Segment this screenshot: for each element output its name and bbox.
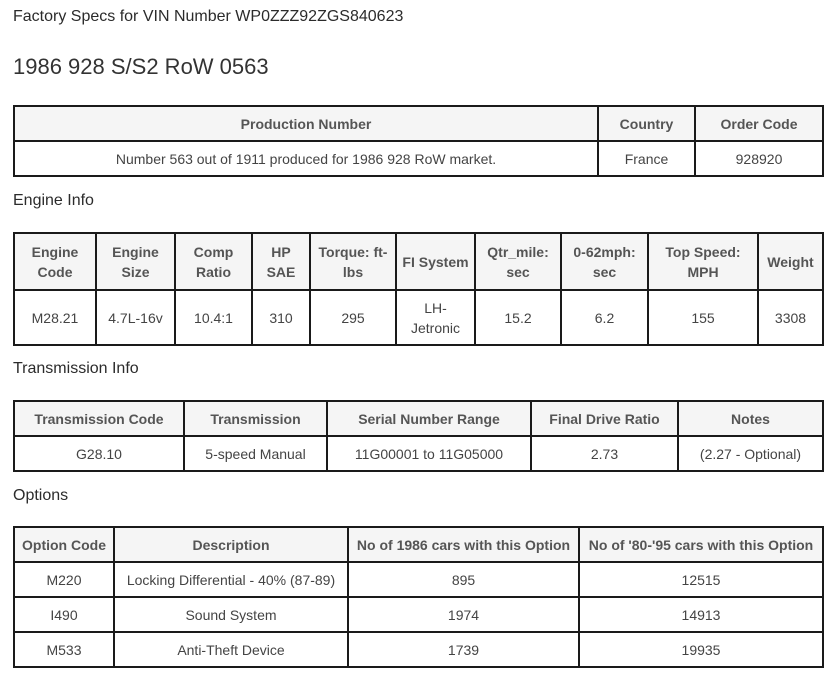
header-weight: Weight [758,233,823,290]
fi-system-cell: LH-Jetronic [396,290,475,345]
transmission-info-title: Transmission Info [13,360,139,377]
engine-code-cell: M28.21 [14,290,96,345]
0-62mph-cell: 6.2 [561,290,648,345]
qtr-mile-cell: 15.2 [475,290,561,345]
hp-sae-cell: 310 [252,290,310,345]
production-table [13,105,824,177]
page-heading: Factory Specs for VIN Number WP0ZZZ92ZGS840623 [13,8,404,25]
transmission-code-cell: G28.10 [14,436,184,471]
table-row [14,597,823,632]
table-header-row [14,527,823,562]
cars-1986-cell: 1739 [348,632,579,667]
table-row [14,141,823,176]
header-option-code: Option Code [14,527,114,562]
header-torque: Torque: ft-lbs [310,233,396,290]
header-production-number: Production Number [14,106,598,141]
cars-80-95-cell: 19935 [579,632,823,667]
header-country: Country [598,106,695,141]
header-fi-system: FI System [396,233,475,290]
options-title: Options [13,487,69,504]
header-serial-number-range: Serial Number Range [327,401,531,436]
engine-info-title: Engine Info [13,192,94,209]
header-transmission: Transmission [184,401,327,436]
table-header-row [14,233,823,290]
torque-cell: 295 [310,290,396,345]
option-code-cell: M533 [14,632,114,667]
comp-ratio-cell: 10.4:1 [175,290,252,345]
table-row [14,562,823,597]
weight-cell: 3308 [758,290,823,345]
header-hp-sae: HP SAE [252,233,310,290]
header-comp-ratio: Comp Ratio [175,233,252,290]
header-transmission-code: Transmission Code [14,401,184,436]
final-drive-ratio-cell: 2.73 [531,436,678,471]
header-qtr-mile: Qtr_mile: sec [475,233,561,290]
description-cell: Anti-Theft Device [114,632,348,667]
header-engine-code: Engine Code [14,233,96,290]
notes-cell: (2.27 - Optional) [678,436,823,471]
table-row [14,436,823,471]
header-notes: Notes [678,401,823,436]
table-row [14,290,823,345]
model-title: 1986 928 S/S2 RoW 0563 [13,54,269,79]
cars-1986-cell: 895 [348,562,579,597]
header-cars-80-95: No of '80-'95 cars with this Option [579,527,823,562]
header-cars-1986: No of 1986 cars with this Option [348,527,579,562]
header-engine-size: Engine Size [96,233,175,290]
production-number-cell: Number 563 out of 1911 produced for 1986 928 RoW market. [14,141,598,176]
option-code-cell: M220 [14,562,114,597]
header-top-speed: Top Speed: MPH [648,233,758,290]
header-order-code: Order Code [695,106,823,141]
top-speed-cell: 155 [648,290,758,345]
transmission-table [13,400,824,472]
order-code-cell: 928920 [695,141,823,176]
cars-1986-cell: 1974 [348,597,579,632]
cars-80-95-cell: 12515 [579,562,823,597]
description-cell: Sound System [114,597,348,632]
header-description: Description [114,527,348,562]
engine-table [13,232,824,346]
description-cell: Locking Differential - 40% (87-89) [114,562,348,597]
cars-80-95-cell: 14913 [579,597,823,632]
options-table [13,526,824,668]
table-row [14,632,823,667]
table-header-row [14,401,823,436]
serial-number-range-cell: 11G00001 to 11G05000 [327,436,531,471]
table-header-row [14,106,823,141]
header-final-drive-ratio: Final Drive Ratio [531,401,678,436]
engine-size-cell: 4.7L-16v [96,290,175,345]
header-0-62mph: 0-62mph: sec [561,233,648,290]
transmission-cell: 5-speed Manual [184,436,327,471]
option-code-cell: I490 [14,597,114,632]
country-cell: France [598,141,695,176]
